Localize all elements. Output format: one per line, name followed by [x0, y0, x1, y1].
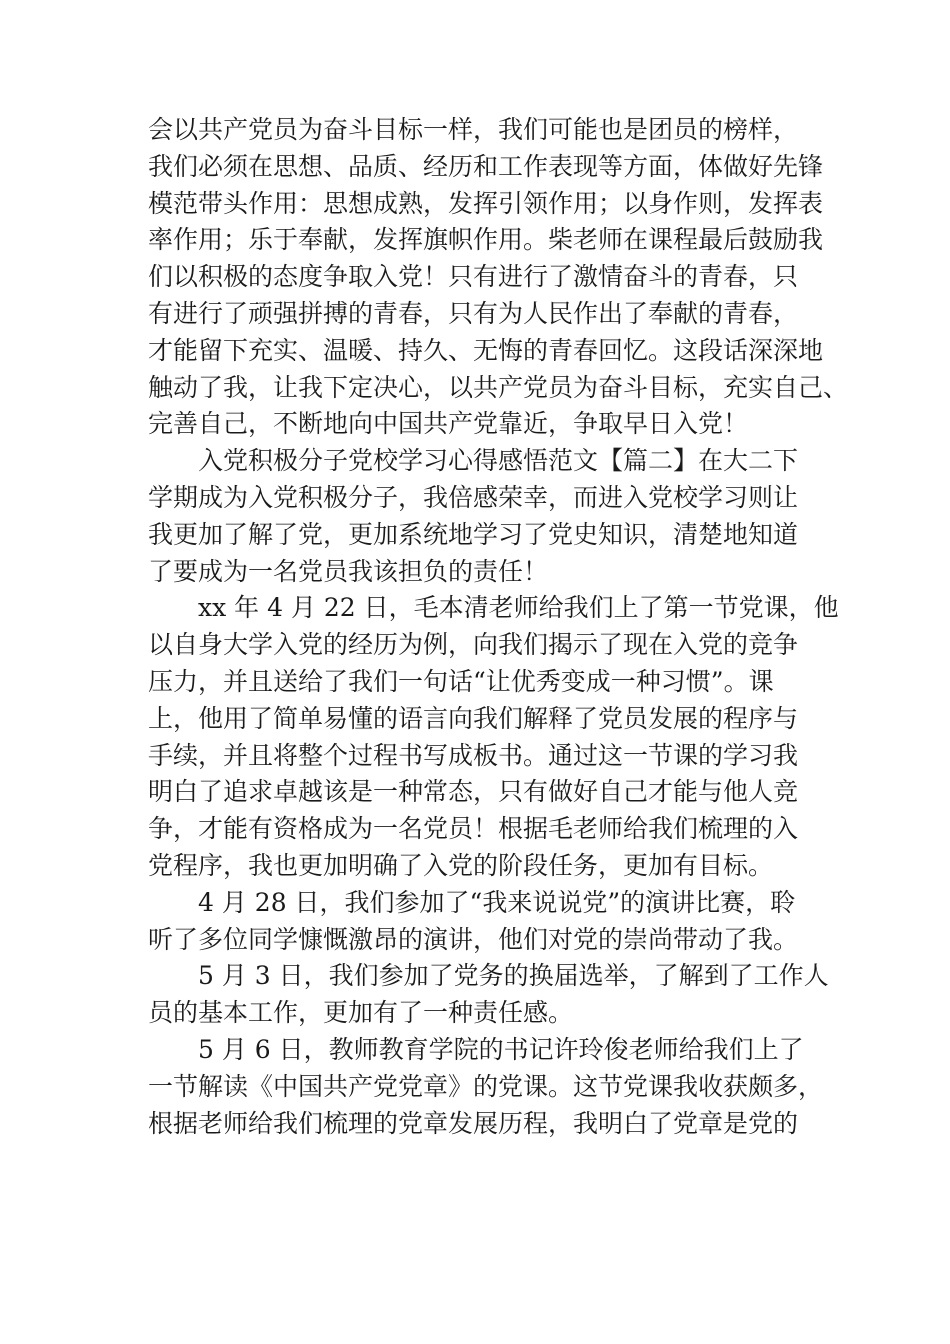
text-line: 我们必须在思想、品质、经历和工作表现等方面，体做好先锋: [148, 151, 824, 181]
paragraph-first-line: 5 月 3 日，我们参加了党务的换届选举，了解到了工作人: [198, 961, 829, 991]
text-line: 听了多位同学慷慨激昂的演讲，他们对党的崇尚带动了我。: [148, 924, 799, 954]
document-body: [148, 112, 849, 1142]
text-line: 党程序，我也更加明确了入党的阶段任务，更加有目标。: [148, 850, 774, 880]
text-line: 上，他用了简单易懂的语言向我们解释了党员发展的程序与: [148, 703, 799, 733]
paragraph-first-line: xx 年 4 月 22 日，毛本清老师给我们上了第一节党课，他: [198, 593, 839, 623]
text-line: 根据老师给我们梳理的党章发展历程，我明白了党章是党的: [148, 1108, 799, 1138]
text-line: 了要成为一名党员我该担负的责任！: [148, 556, 549, 586]
text-line: 们以积极的态度争取入党！只有进行了激情奋斗的青春，只: [148, 262, 799, 292]
text-line: 学期成为入党积极分子，我倍感荣幸，而进入党校学习则让: [148, 482, 799, 512]
paragraph-first-line: 4 月 28 日，我们参加了“我来说说党”的演讲比赛，聆: [198, 887, 796, 917]
text-line: 争，才能有资格成为一名党员！根据毛老师给我们梳理的入: [148, 814, 799, 844]
text-line: 员的基本工作，更加有了一种责任感。: [148, 998, 574, 1028]
text-line: 率作用；乐于奉献，发挥旗帜作用。柴老师在课程最后鼓励我: [148, 225, 824, 255]
text-line: 有进行了顽强拼搏的青春，只有为人民作出了奉献的青春，: [148, 298, 799, 328]
paragraph-first-line: 5 月 6 日，教师教育学院的书记许玲俊老师给我们上了: [198, 1034, 804, 1064]
text-line: 我更加了解了党，更加系统地学习了党史知识，清楚地知道: [148, 519, 799, 549]
text-line: 手续，并且将整个过程书写成板书。通过这一节课的学习我: [148, 740, 799, 770]
text-line: 才能留下充实、温暖、持久、无悔的青春回忆。这段话深深地: [148, 335, 824, 365]
text-line: 触动了我，让我下定决心，以共产党员为奋斗目标，充实自己、: [148, 372, 849, 402]
text-line: 会以共产党员为奋斗目标一样，我们可能也是团员的榜样，: [148, 115, 799, 144]
text-line: 一节解读《中国共产党党章》的党课。这节党课我收获颇多，: [148, 1071, 824, 1101]
text-line: 压力，并且送给了我们一句话“让优秀变成一种习惯”。课: [148, 666, 774, 696]
text-line: 以自身大学入党的经历为例，向我们揭示了现在入党的竞争: [148, 630, 799, 660]
text-line: 完善自己，不断地向中国共产党靠近，争取早日入党！: [148, 409, 749, 439]
paragraph-first-line: 入党积极分子党校学习心得感悟范文【篇二】在大二下: [198, 446, 799, 476]
text-line: 模范带头作用：思想成熟，发挥引领作用；以身作则，发挥表: [148, 188, 824, 218]
text-line: 明白了追求卓越该是一种常态，只有做好自己才能与他人竞: [148, 777, 799, 807]
